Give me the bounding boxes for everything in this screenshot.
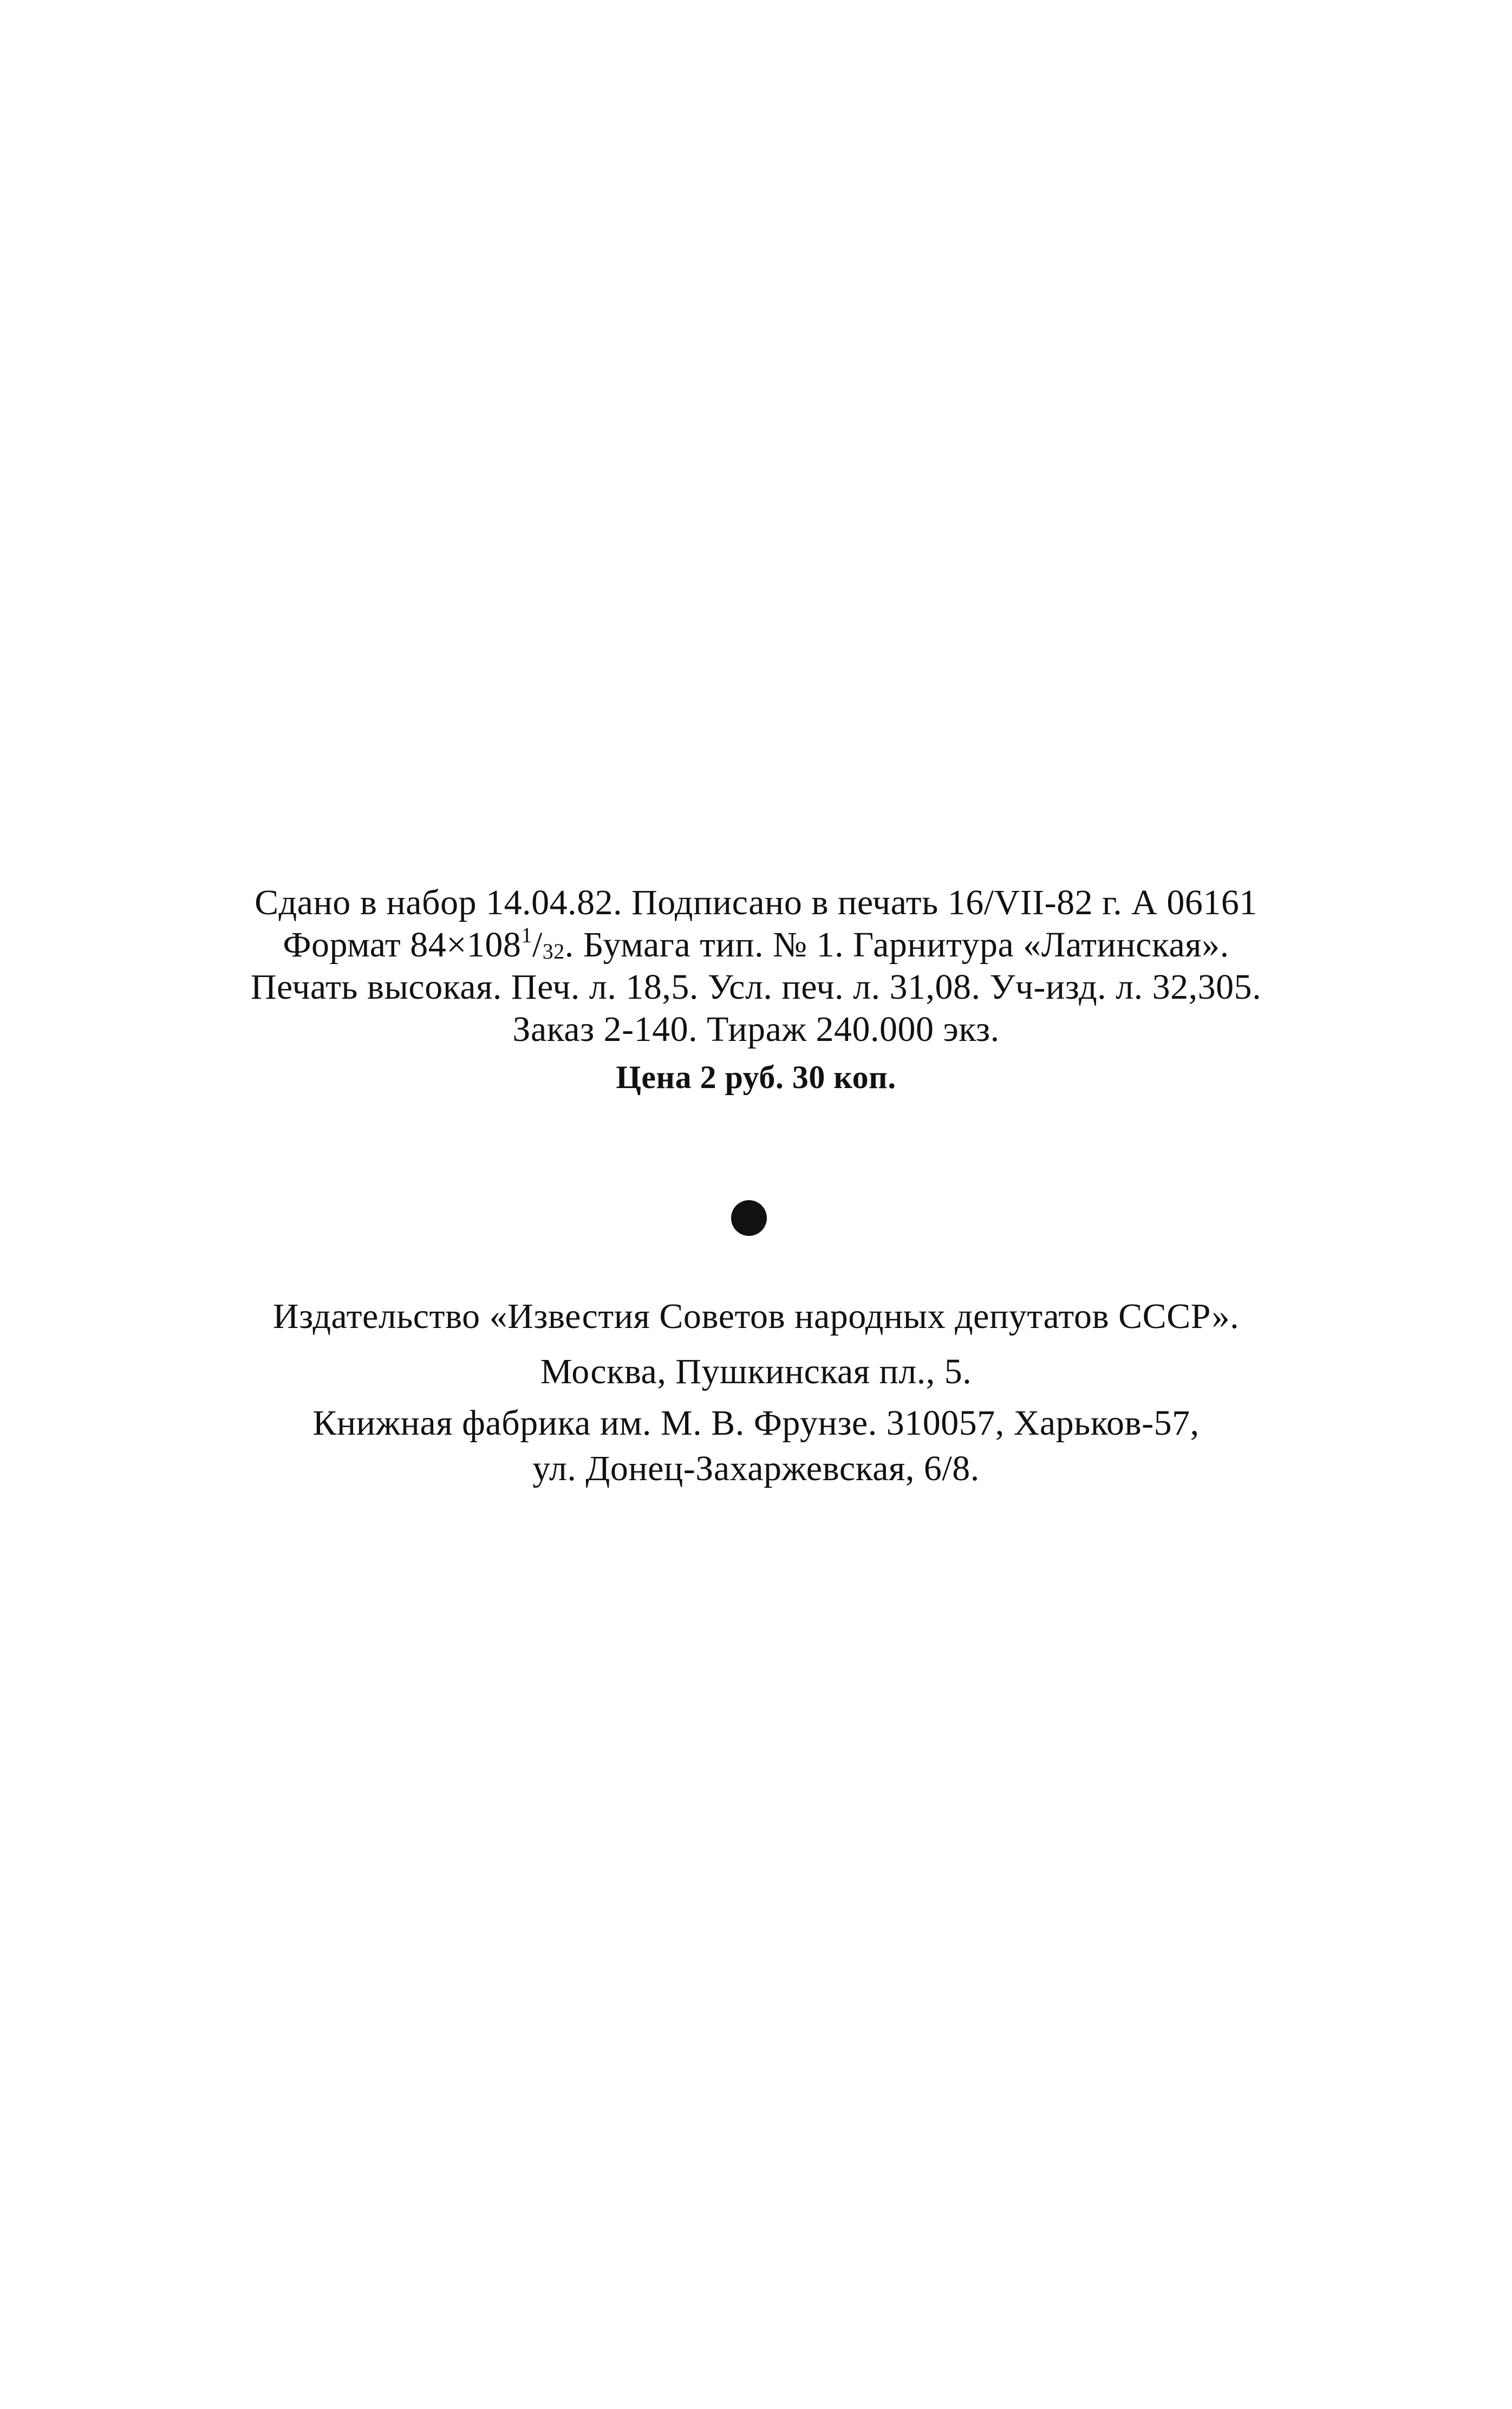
imprint-line-typesetting: Сдано в набор 14.04.82. Подписано в печать 16/VII-82 г. А 06161	[255, 883, 1257, 922]
price-label: Цена 2 руб. 30 коп.	[616, 1059, 896, 1095]
printer-block	[0, 1401, 1512, 1492]
publisher-address: Москва, Пушкинская пл., 5.	[540, 1352, 972, 1391]
printer-address: ул. Донец-Захаржевская, 6/8.	[532, 1449, 980, 1488]
imprint-line-format	[0, 924, 1512, 966]
imprint-line-order: Заказ 2-140. Тираж 240.000 экз.	[512, 1010, 1000, 1049]
publisher-name: Издательство «Известия Советов народных депутатов СССР».	[272, 1297, 1240, 1336]
imprint-block	[0, 882, 1512, 1051]
imprint-line-printing: Печать высокая. Печ. л. 18,5. Усл. печ. л. 31,08. Уч-изд. л. 32,305.	[250, 967, 1262, 1007]
bullet-divider	[731, 1200, 767, 1236]
format-fraction-denominator: 32	[542, 939, 565, 963]
format-fraction-separator: /	[532, 925, 543, 965]
format-suffix: . Бумага тип. № 1. Гарнитура «Латинская».	[564, 925, 1229, 965]
format-prefix: Формат 84×108	[283, 925, 522, 965]
price-block	[0, 1056, 1512, 1098]
format-fraction-numerator: 1	[521, 923, 532, 947]
printer-name: Книжная фабрика им. М. В. Фрунзе. 310057, Харьков-57,	[312, 1403, 1200, 1443]
publisher-block	[0, 1289, 1512, 1399]
